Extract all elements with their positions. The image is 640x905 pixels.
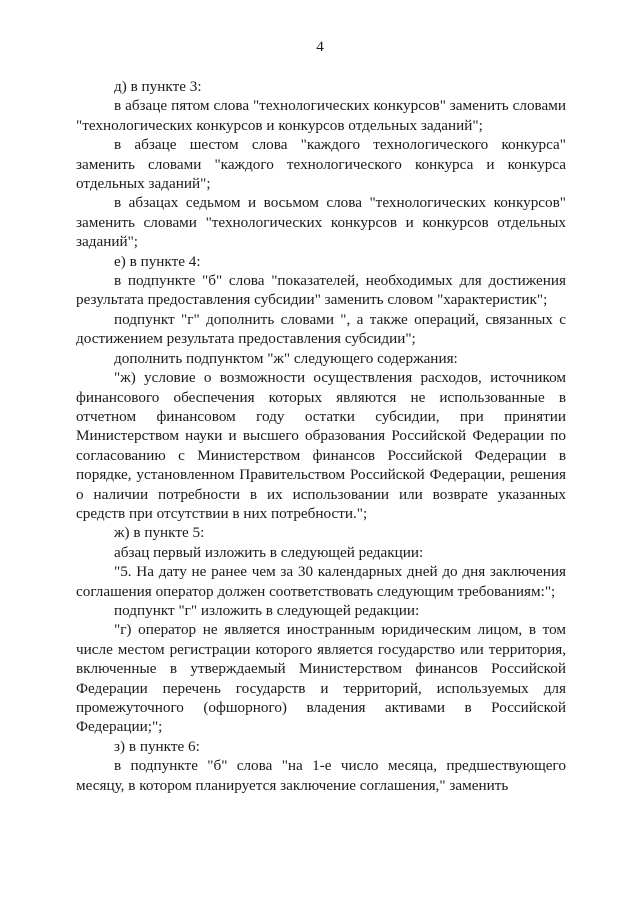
paragraph: д) в пункте 3:: [114, 78, 202, 95]
paragraph: е) в пункте 4:: [114, 252, 201, 270]
document-body: [76, 77, 566, 795]
paragraph: "ж) условие о возможности осуществления расходов, источником финансового обеспечения которых являются не использованные в отчетном финансовом году остатки субсидии, при принятии Министерством науки и высшего образования Российской Федерации по согласованию с Министерством финансов Российской Федерации в порядке, установленном Правительством Российской Федерации, решения о наличии потребности в их использовании или возврате указанных средств при отсутствии в них потребности.";: [76, 369, 566, 522]
paragraph: подпункт "г" изложить в следующей редакции:: [114, 601, 420, 619]
paragraph: дополнить подпунктом "ж" следующего содержания:: [114, 349, 458, 367]
page-number: 4: [316, 38, 324, 55]
paragraph: "г) оператор не является иностранным юридическим лицом, в том числе местом регистрации которого является государство или территория, включенные в утверждаемый Министерством финансов Российской Федерации перечень государств и территорий, используемых для промежуточного (офшорного) владения активами в Российской Федерации;";: [76, 621, 566, 736]
paragraph: в абзаце шестом слова "каждого технологического конкурса" заменить словами "каждого технологического конкурса и конкурса отдельных заданий";: [76, 136, 566, 193]
paragraph: в абзацах седьмом и восьмом слова "технологических конкурсов" заменить словами "технологических конкурсов и конкурсов отдельных заданий";: [76, 194, 566, 251]
paragraph: подпункт "г" дополнить словами ", а также операций, связанных с достижением результата предоставления субсидии";: [76, 310, 566, 348]
paragraph: абзац первый изложить в следующей редакции:: [114, 543, 424, 561]
paragraph: в подпункте "б" слова "показателей, необходимых для достижения результата предоставления субсидии" заменить словом "характеристик";: [76, 272, 566, 309]
paragraph: в подпункте "б" слова "на 1-е число месяца, предшествующего месяцу, в котором планируется заключение соглашения," заменить: [76, 757, 566, 794]
paragraph: "5. На дату не ранее чем за 30 календарных дней до дня заключения соглашения оператор должен соответствовать следующим требованиям:";: [76, 563, 566, 600]
paragraph: в абзаце пятом слова "технологических конкурсов" заменить словами "технологических конкурсов и конкурсов отдельных заданий";: [76, 97, 566, 134]
paragraph: ж) в пункте 5:: [114, 524, 205, 542]
paragraph: з) в пункте 6:: [114, 737, 200, 755]
